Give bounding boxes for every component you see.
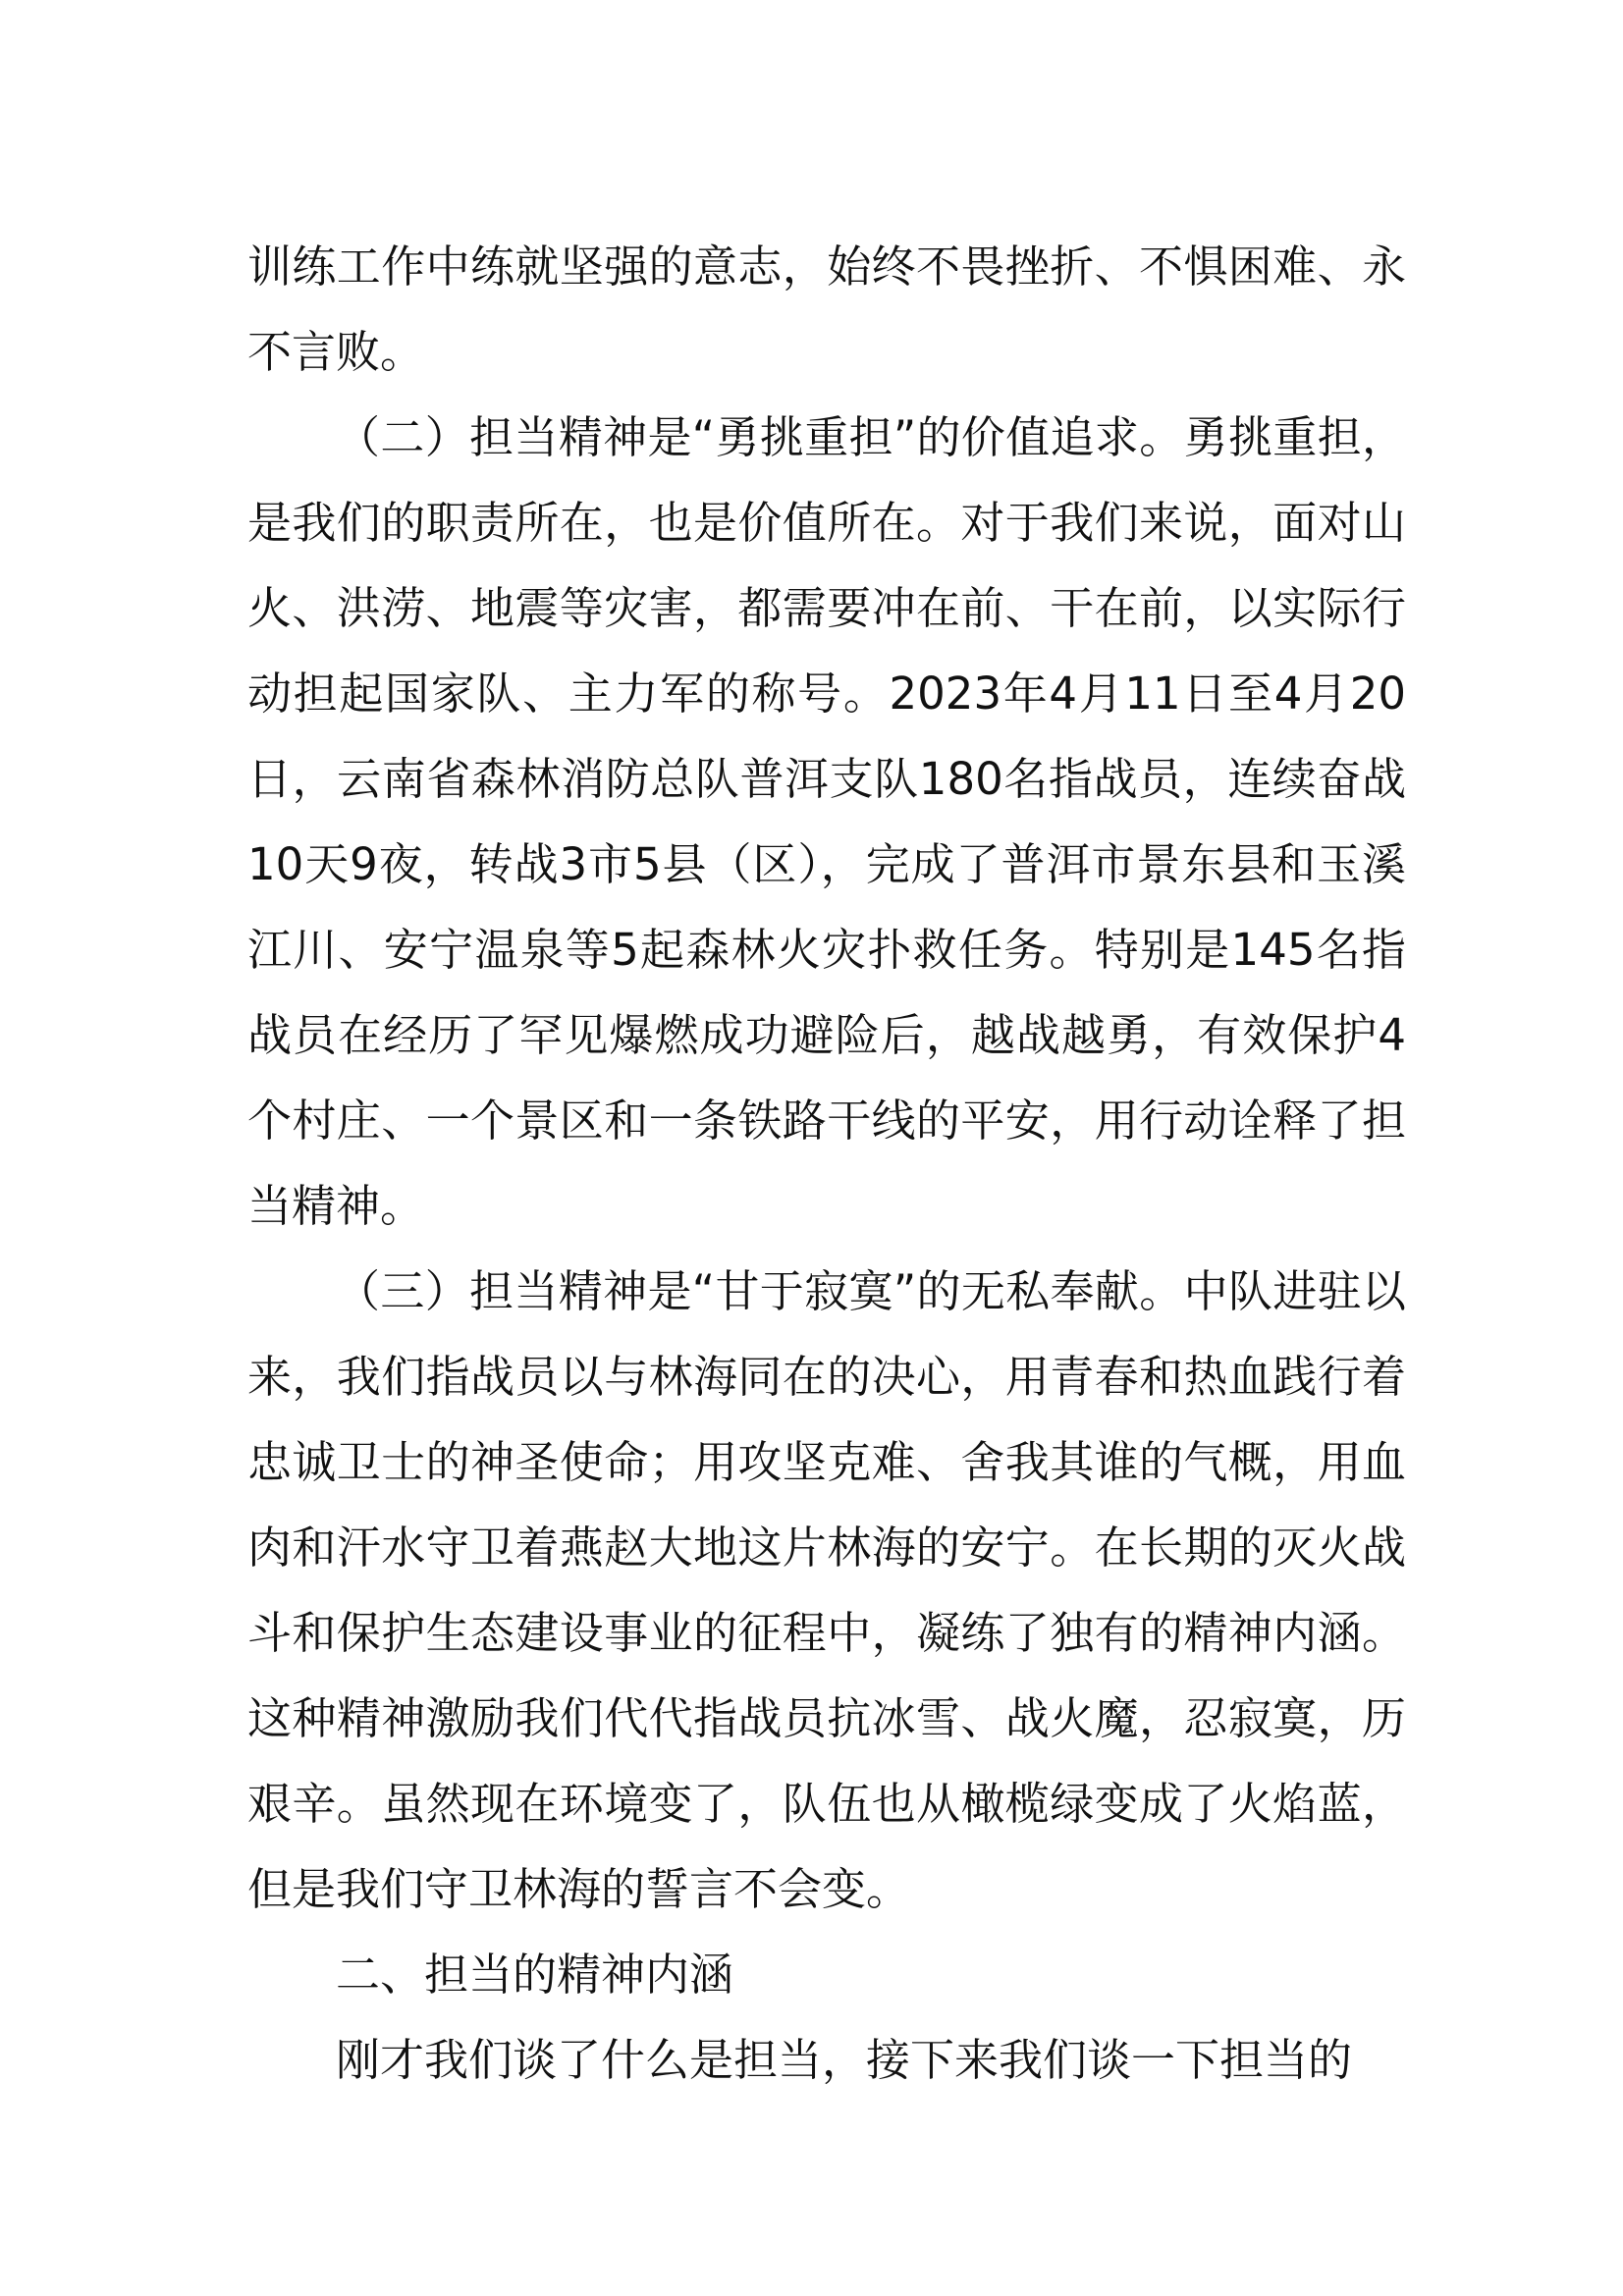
document-body — [247, 224, 1406, 2103]
paragraph-section-two: （二）担当精神是“勇挑重担”的价值追求。勇挑重担，是我们的职责所在，也是价值所在。对于我们来说，面对山火、洪涝、地震等灾害，都需要冲在前、干在前，以实际行动担起国家队、主力军的称号。2023年4月11日至4月20日，云南省森林消防总队普洱支队180名指战员，连续奋战10天9夜，转战3市5县（区），完成了普洱市景东县和玉溪江川、安宁温泉等5起森林火灾扑救任务。特别是145名指战员在经历了罕见爆燃成功避险后，越战越勇，有效保护4个村庄、一个景区和一条铁路干线的平安，用行动诠释了担当精神。 — [247, 411, 1406, 1232]
paragraph-continuation: 训练工作中练就坚强的意志，始终不畏挫折、不惧困难、永不言败。 — [247, 240, 1406, 378]
section-heading: 二、担当的精神内涵 — [336, 1949, 734, 2001]
paragraph-section-three: （三）担当精神是“甘于寂寞”的无私奉献。中队进驻以来，我们指战员以与林海同在的决心，用青春和热血践行着忠诚卫士的神圣使命；用攻坚克难、舍我其谁的气概，用血肉和汗水守卫着燕赵大地这片林海的安宁。在长期的灭火战斗和保护生态建设事业的征程中，凝练了独有的精神内涵。这种精神激励我们代代指战员抗冰雪、战火魔，忍寂寞，历艰辛。虽然现在环境变了，队伍也从橄榄绿变成了火焰蓝，但是我们守卫林海的誓言不会变。 — [247, 1265, 1406, 1915]
paragraph-intro-next: 刚才我们谈了什么是担当，接下来我们谈一下担当的 — [336, 2034, 1353, 2086]
